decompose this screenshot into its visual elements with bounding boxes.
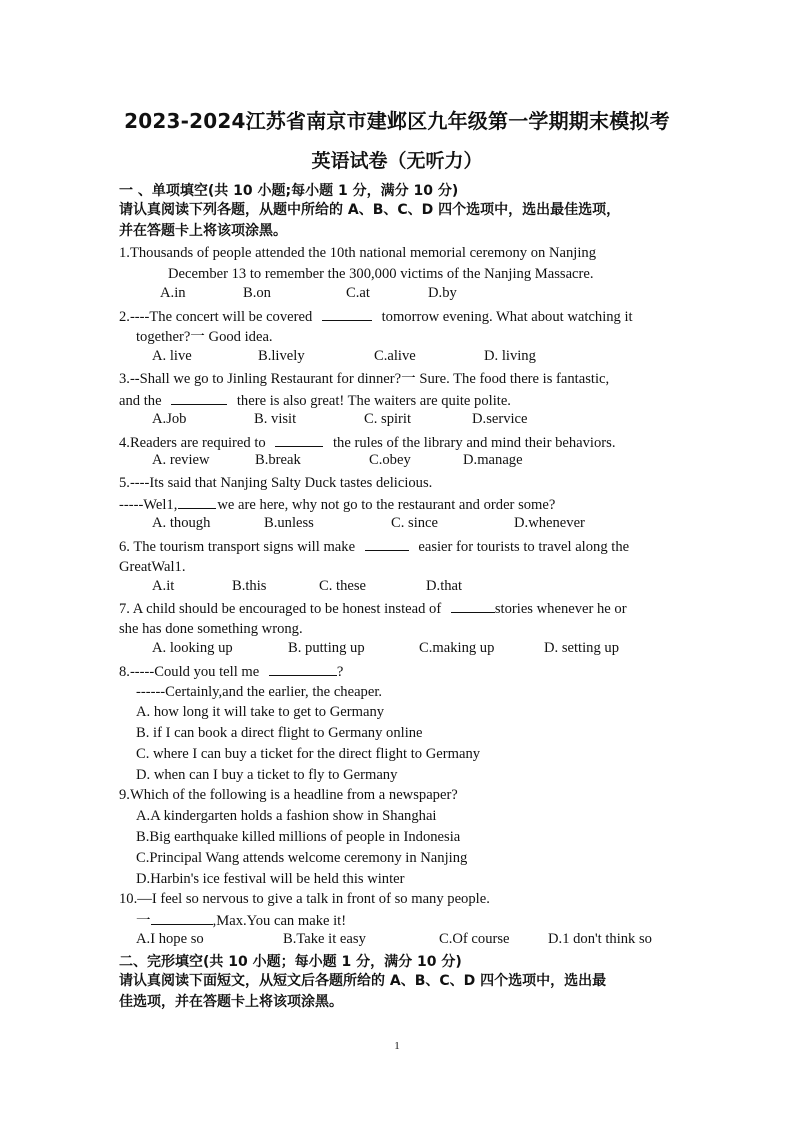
q3-answer-blank	[171, 390, 227, 405]
q8-option-a: A. how long it will take to get to Germany	[136, 704, 385, 720]
q1-stem-line2: December 13 to remember the 300,000 victims of the Nanjing Massacre.	[168, 266, 594, 282]
section1-instruction-line1: 请认真阅读下列各题，从题中所给的 A、B、C、D 四个选项中，选出最佳选项，	[119, 202, 621, 218]
q6-stem-line1	[119, 536, 675, 557]
q8-text-a: 8.-----Could you tell me	[119, 664, 260, 680]
q5-option-b: B.unless	[264, 515, 314, 531]
q9-option-a: A.A kindergarten holds a fashion show in Shanghai	[136, 808, 437, 824]
q9-option-d: D.Harbin's ice festival will be held this winter	[136, 871, 405, 887]
q6-stem-line2: GreatWal1.	[119, 559, 186, 575]
q8-option-d: D. when can I buy a ticket to fly to Germany	[136, 767, 398, 783]
q2-option-d: D. living	[484, 348, 536, 364]
q3-option-c: C. spirit	[364, 411, 412, 427]
q7-option-d: D. setting up	[544, 640, 619, 656]
q4-option-d: D.manage	[463, 452, 523, 468]
q2-options	[0, 348, 794, 368]
q2-answer-blank	[322, 306, 372, 321]
q2-option-b: B.lively	[258, 348, 305, 364]
q3-text-b: there is also great! The waiters are quite polite.	[236, 393, 511, 409]
section2-instruction	[119, 971, 679, 1013]
q5-text-a: -----Wel1,	[119, 497, 178, 513]
q4-option-c: C.obey	[369, 452, 411, 468]
q2-option-a: A. live	[152, 348, 192, 364]
q5-option-a: A. though	[152, 515, 211, 531]
q10-option-d: D.1 don't think so	[548, 931, 652, 947]
q5-option-c: C. since	[391, 515, 439, 531]
q4-text-b: the rules of the library and mind their behaviors.	[333, 435, 616, 451]
q7-text-b: stories whenever he or	[494, 601, 627, 617]
q9-option-c: C.Principal Wang attends welcome ceremony in Nanjing	[136, 850, 468, 866]
q8-stem-line1	[119, 661, 675, 682]
q10-option-a: A.I hope so	[136, 931, 204, 947]
q3-text-a: and the	[119, 393, 162, 409]
q6-options	[0, 578, 794, 598]
q6-text-b: easier for tourists to travel along the	[418, 539, 630, 555]
q5-options	[0, 515, 794, 535]
q3-option-a: A.Job	[152, 411, 187, 427]
q7-stem-line1	[119, 598, 675, 619]
q1-options	[0, 285, 794, 305]
q6-option-a: A.it	[152, 578, 175, 594]
q6-option-b: B.this	[232, 578, 267, 594]
section2-heading: 二、完形填空(共 10 小题；每小题 1 分，满分 10 分)	[119, 954, 462, 970]
q7-option-c: C.making up	[419, 640, 495, 656]
q2-option-c: C.alive	[374, 348, 416, 364]
q4-stem-line1	[119, 432, 675, 453]
q9-stem-line1: 9.Which of the following is a headline from a newspaper?	[119, 787, 458, 803]
q4-text-a: 4.Readers are required to	[119, 435, 266, 451]
q5-option-d: D.whenever	[514, 515, 585, 531]
q2-stem-line2: together?一 Good idea.	[136, 329, 273, 345]
q10-option-b: B.Take it easy	[283, 931, 366, 947]
q8-option-b: B. if I can book a direct flight to Germany online	[136, 725, 423, 741]
q2-stem-line1	[119, 306, 675, 327]
q5-text-b: we are here, why not go to the restaurant and order some?	[217, 497, 556, 513]
exam-subtitle: 英语试卷（无听力）	[311, 150, 483, 172]
q10-options	[0, 931, 794, 951]
q2-text-b: tomorrow evening. What about watching it	[381, 309, 633, 325]
q4-option-a: A. review	[152, 452, 210, 468]
q1-option-d: D.by	[428, 285, 457, 301]
q1-option-a: A.in	[160, 285, 186, 301]
q4-options	[0, 452, 794, 472]
q8-text-b: ?	[336, 664, 344, 680]
q10-text-b: ,Max.You can make it!	[212, 913, 347, 929]
q5-answer-blank	[178, 494, 216, 509]
q3-stem-line2	[119, 390, 675, 411]
q3-options	[0, 411, 794, 431]
q1-option-b: B.on	[243, 285, 271, 301]
q7-stem-line2: she has done something wrong.	[119, 621, 303, 637]
q7-text-a: 7. A child should be encouraged to be honest instead of	[119, 601, 442, 617]
q10-option-c: C.Of course	[439, 931, 510, 947]
q7-option-a: A. looking up	[152, 640, 233, 656]
page-number: 1	[394, 1040, 400, 1052]
q7-options	[0, 640, 794, 660]
q6-option-c: C. these	[319, 578, 367, 594]
exam-title: 2023-2024江苏省南京市建邺区九年级第一学期期末模拟考	[124, 109, 670, 133]
q10-answer-blank	[151, 910, 213, 925]
section2-instruction-line2: 佳选项，并在答题卡上将该项涂黑。	[119, 994, 343, 1010]
q9-option-b: B.Big earthquake killed millions of people in Indonesia	[136, 829, 461, 845]
q6-text-a: 6. The tourism transport signs will make	[119, 539, 356, 555]
q5-stem-line1: 5.----Its said that Nanjing Salty Duck tastes delicious.	[119, 475, 433, 491]
q2-text-a: 2.----The concert will be covered	[119, 309, 313, 325]
q3-option-d: D.service	[472, 411, 528, 427]
q1-option-c: C.at	[346, 285, 370, 301]
q3-stem-line1: 3.--Shall we go to Jinling Restaurant for dinner?一 Sure. The food there is fantastic,	[119, 371, 610, 387]
section2-instruction-line1: 请认真阅读下面短文，从短文后各题所给的 A、B、C、D 四个选项中，选出最	[119, 973, 607, 989]
q6-answer-blank	[365, 536, 409, 551]
q7-answer-blank	[451, 598, 495, 613]
q1-stem-line1: 1.Thousands of people attended the 10th national memorial ceremony on Nanjing	[119, 245, 597, 261]
q7-option-b: B. putting up	[288, 640, 365, 656]
section1-instruction	[119, 200, 679, 242]
q3-option-b: B. visit	[254, 411, 297, 427]
q4-answer-blank	[275, 432, 323, 447]
q6-option-d: D.that	[426, 578, 463, 594]
section1-instruction-line2: 并在答题卡上将该项涂黑。	[119, 223, 287, 239]
q8-answer-blank	[269, 661, 337, 676]
q10-stem-line2	[136, 910, 692, 931]
section1-heading: 一 、单项填空(共 10 小题;每小题 1 分，满分 10 分)	[119, 183, 459, 199]
q8-stem-line2: ------Certainly,and the earlier, the cheaper.	[136, 684, 383, 700]
q4-option-b: B.break	[255, 452, 301, 468]
q5-stem-line2	[119, 494, 675, 515]
q8-option-c: C. where I can buy a ticket for the direct flight to Germany	[136, 746, 481, 762]
q10-text-a: 一	[136, 913, 151, 929]
q10-stem-line1: 10.—I feel so nervous to give a talk in front of so many people.	[119, 891, 490, 907]
